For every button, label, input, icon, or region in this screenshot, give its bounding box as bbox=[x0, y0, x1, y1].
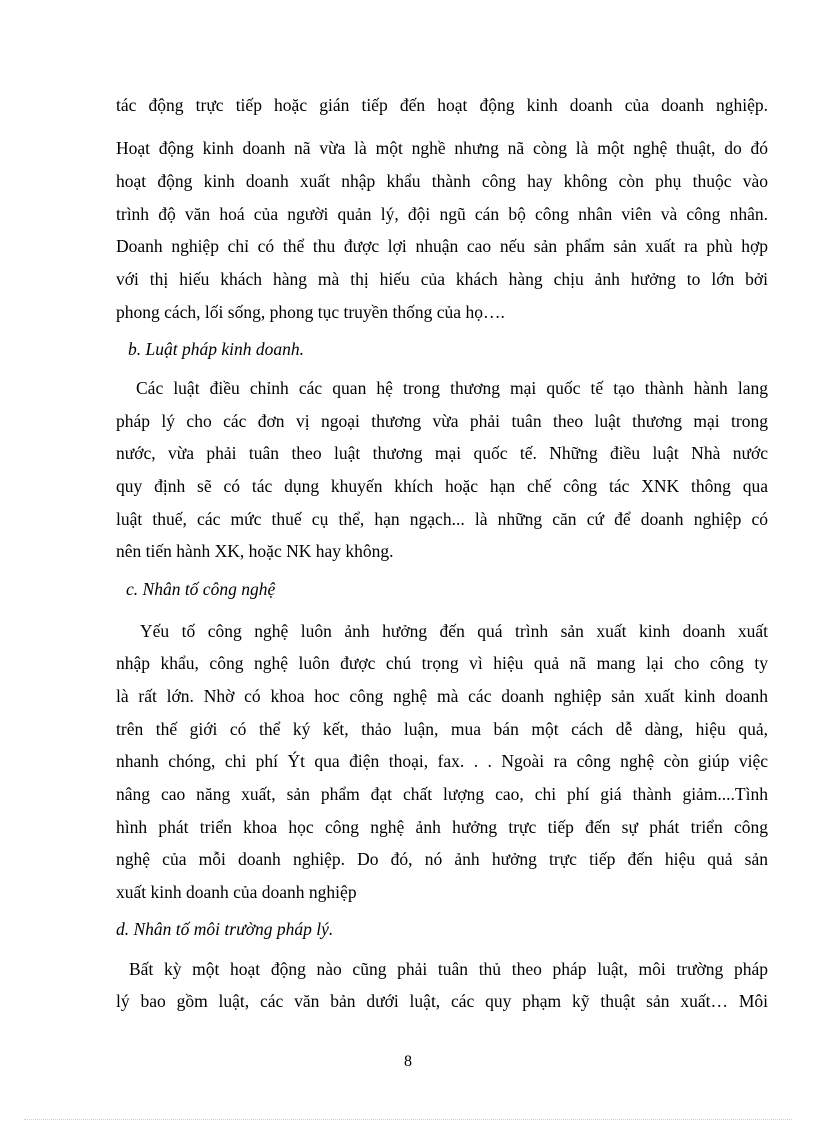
section-heading: c. Nhân tố công nghệ bbox=[126, 579, 276, 599]
text-line: Bất kỳ một hoạt động nào cũng phải tuân thủ theo pháp luật, môi trường pháp bbox=[129, 959, 768, 979]
text-line: xuất kinh doanh của doanh nghiệp bbox=[116, 882, 357, 902]
text-line: Doanh nghiệp chỉ có thể thu được lợi nhuận cao nếu sản phẩm sản xuất ra phù hợp bbox=[116, 236, 768, 256]
text-line: nước, vừa phải tuân theo luật thương mại quốc tế. Những điều luật Nhà nước bbox=[116, 443, 768, 463]
text-line: trình độ văn hoá của người quản lý, đội ngũ cán bộ công nhân viên và công nhân. bbox=[116, 204, 768, 224]
text-line: nhập khẩu, công nghệ luôn được chú trọng vì hiệu quả nã mang lại cho công ty bbox=[116, 653, 768, 673]
text-line: nâng cao năng xuất, sản phẩm đạt chất lượng cao, chi phí giá thành giảm....Tình bbox=[116, 784, 768, 804]
page-number: 8 bbox=[404, 1053, 412, 1070]
text-line: Hoạt động kinh doanh nã vừa là một nghề nhưng nã còng là một nghệ thuật, do đó bbox=[116, 138, 768, 158]
text-line: phong cách, lối sống, phong tục truyền thống của họ…. bbox=[116, 302, 505, 322]
text-line: nghệ của mỗi doanh nghiệp. Do đó, nó ảnh hưởng trực tiếp đến hiệu quả sản bbox=[116, 849, 768, 869]
text-line: quy định sẽ có tác dụng khuyến khích hoặc hạn chế công tác XNK thông qua bbox=[116, 476, 768, 496]
text-line: lý bao gồm luật, các văn bản dưới luật, các quy phạm kỹ thuật sản xuất… Môi bbox=[116, 991, 768, 1011]
text-line: hình phát triển khoa học công nghệ ảnh hưởng trực tiếp đến sự phát triển công bbox=[116, 817, 768, 837]
text-line: với thị hiếu khách hàng mà thị hiếu của khách hàng chịu ảnh hưởng to lớn bởi bbox=[116, 269, 768, 289]
text-line: Các luật điều chỉnh các quan hệ trong thương mại quốc tế tạo thành hành lang bbox=[136, 378, 768, 398]
section-heading: b. Luật pháp kinh doanh. bbox=[128, 339, 304, 359]
page-bottom-border bbox=[24, 1119, 792, 1120]
text-line: pháp lý cho các đơn vị ngoại thương vừa phải tuân theo luật thương mại trong bbox=[116, 411, 768, 431]
text-line: trên thế giới có thể ký kết, thảo luận, mua bán một cách dễ dàng, hiệu quả, bbox=[116, 719, 768, 739]
text-line: nên tiến hành XK, hoặc NK hay không. bbox=[116, 541, 394, 561]
text-line: là rất lớn. Nhờ có khoa hoc công nghệ mà các doanh nghiệp sản xuất kinh doanh bbox=[116, 686, 768, 706]
section-heading: d. Nhân tố môi trường pháp lý. bbox=[116, 919, 334, 939]
text-line: hoạt động kinh doanh xuất nhập khẩu thành công hay không còn phụ thuộc vào bbox=[116, 171, 768, 191]
text-line: nhanh chóng, chi phí Ýt qua điện thoại, fax. . . Ngoài ra công nghệ còn giúp việc bbox=[116, 751, 768, 771]
text-line: Yếu tố công nghệ luôn ảnh hưởng đến quá trình sản xuất kinh doanh xuất bbox=[140, 621, 768, 641]
text-line: tác động trực tiếp hoặc gián tiếp đến hoạt động kinh doanh của doanh nghiệp. bbox=[116, 95, 768, 115]
text-line: luật thuế, các mức thuế cụ thể, hạn ngạch... là những căn cứ để doanh nghiệp có bbox=[116, 509, 768, 529]
